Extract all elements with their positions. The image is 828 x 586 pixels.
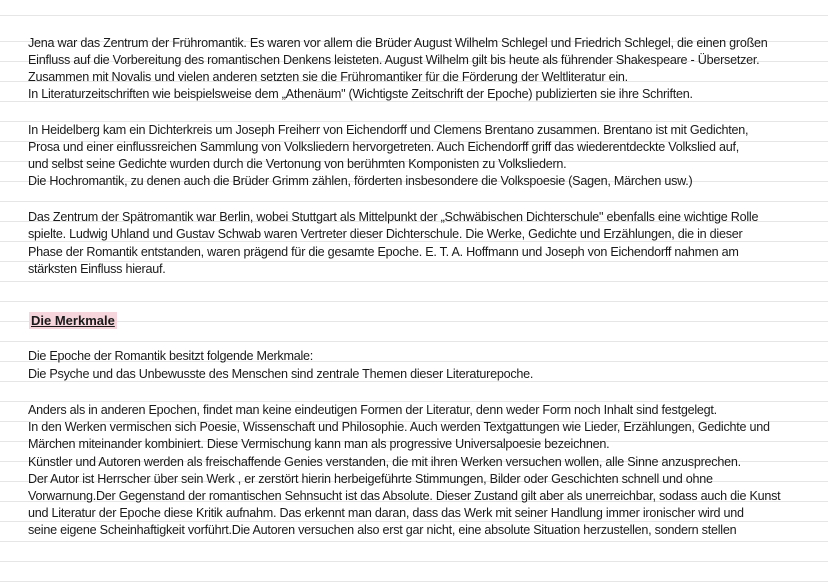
text-line: spielte. Ludwig Uhland und Gustav Schwab waren Vertreter dieser Dichterschule. Die Werke, Gedichte und Erzählungen, die in dieser	[28, 227, 743, 241]
section-heading: Die Merkmale	[31, 313, 115, 328]
text-line: Einfluss auf die Vorbereitung des romantischen Denkens leisteten. August Wilhelm gilt bis heute als führender Shakespeare - Übersetzer.	[28, 53, 760, 67]
text-line: In Literaturzeitschriften wie beispielsweise dem „Athenäum" (Wichtigste Zeitschrift der Epoche) publizierten sie ihre Schriften.	[28, 87, 693, 101]
text-line: Prosa und einer einflussreichen Sammlung von Volksliedern hervorgetreten. Auch Eichendorff griff das wiederentdeckte Volkslied auf,	[28, 140, 739, 154]
text-line: In den Werken vermischen sich Poesie, Wissenschaft und Philosophie. Auch werden Textgattungen wie Lieder, Erzählungen, Gedichte und	[28, 420, 770, 434]
text-line: Der Autor ist Herrscher über sein Werk , er zerstört hierin herbeigeführte Stimmungen, Bilder oder Geschichten schnell und ohne	[28, 472, 713, 486]
text-line: Die Psyche und das Unbewusste des Menschen sind zentrale Themen dieser Literaturepoche.	[28, 367, 534, 381]
text-line: seine eigene Scheinhaftigkeit vorführt.Die Autoren versuchen also erst gar nicht, eine absolute Situation herzustellen, sondern stellen	[28, 523, 737, 537]
text-line: stärksten Einfluss hierauf.	[28, 262, 166, 276]
text-line: Anders als in anderen Epochen, findet man keine eindeutigen Formen der Literatur, denn weder Form noch Inhalt sind festgelegt.	[28, 403, 717, 417]
text-line: In Heidelberg kam ein Dichterkreis um Joseph Freiherr von Eichendorff und Clemens Brentano zusammen. Brentano ist mit Gedichten,	[28, 123, 749, 137]
text-line: Künstler und Autoren werden als freischaffende Genies verstanden, die mit ihren Werken versuchen wollen, alle Sinne anzusprechen.	[28, 455, 741, 469]
text-line: Die Hochromantik, zu denen auch die Brüder Grimm zählen, förderten insbesondere die Volkspoesie (Sagen, Märchen usw.)	[28, 174, 693, 188]
text-line: Vorwarnung.Der Gegenstand der romantischen Sehnsucht ist das Absolute. Dieser Zustand gilt aber als unerreichbar, sodass auch die Kunst	[28, 489, 781, 503]
text-line: Jena war das Zentrum der Frühromantik. Es waren vor allem die Brüder August Wilhelm Schlegel und Friedrich Schlegel, die einen großen	[28, 36, 768, 50]
text-line: Zusammen mit Novalis und vielen anderen setzten sie die Frühromantiker für die Förderung der Weltliteratur ein.	[28, 70, 628, 84]
text-line: und selbst seine Gedichte wurden durch die Vertonung von berühmten Komponisten zu Volksliedern.	[28, 157, 567, 171]
text-line: Phase der Romantik entstanden, waren prägend für die gesamte Epoche. E. T. A. Hoffmann und Joseph von Eichendorff nahmen am	[28, 245, 739, 259]
text-line: und Literatur der Epoche diese Kritik aufnahm. Das erkennt man daran, dass das Werk mit seiner Handlung immer ironischer wird und	[28, 506, 744, 520]
text-line: Die Epoche der Romantik besitzt folgende Merkmale:	[28, 349, 313, 363]
text-line: Märchen miteinander kombiniert. Diese Vermischung kann man als progressive Universalpoesie bezeichnen.	[28, 437, 610, 451]
text-line: Das Zentrum der Spätromantik war Berlin, wobei Stuttgart als Mittelpunkt der „Schwäbischen Dichterschule" ebenfalls eine wichtige Rolle	[28, 210, 759, 224]
